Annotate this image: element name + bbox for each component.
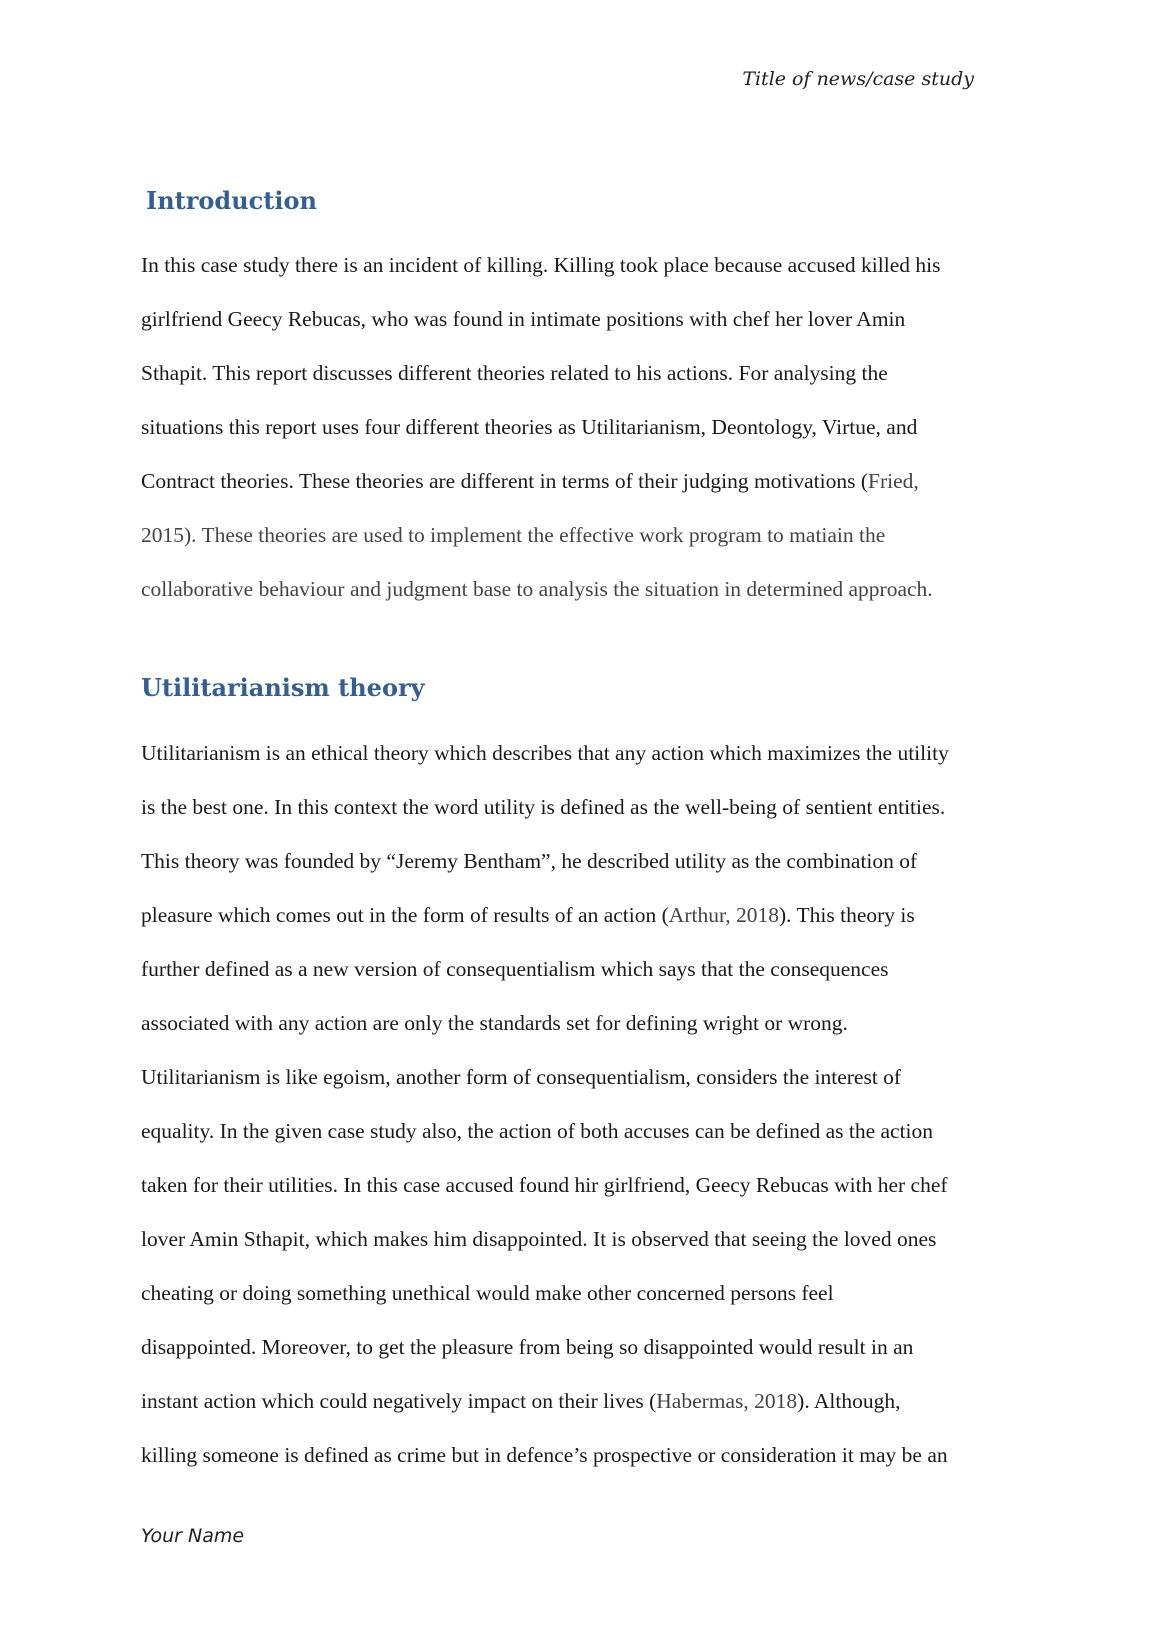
text-line: cheating or doing something unethical would make other concerned persons feel	[141, 1281, 834, 1305]
text-line: Utilitarianism is like egoism, another form of consequentialism, considers the interest of	[141, 1065, 902, 1089]
section-heading-introduction: Introduction	[146, 186, 317, 215]
text-line: 2015). These theories are used to implement the effective work program to matiain the	[141, 523, 886, 547]
page-footer: Your Name	[141, 1525, 245, 1547]
text-line: In this case study there is an incident of killing. Killing took place because accused killed his	[141, 253, 941, 277]
text-line: associated with any action are only the standards set for defining wright or wrong.	[141, 1011, 848, 1035]
text-line: situations this report uses four different theories as Utilitarianism, Deontology, Virtue, and	[141, 415, 918, 439]
text-line: taken for their utilities. In this case accused found hir girlfriend, Geecy Rebucas with her chef	[141, 1173, 948, 1197]
text-line: Contract theories. These theories are different in terms of their judging motivations (Fried,	[141, 469, 919, 493]
text-line: disappointed. Moreover, to get the pleasure from being so disappointed would result in an	[141, 1335, 914, 1359]
page-header: Title of news/case study	[742, 68, 974, 90]
text-line: killing someone is defined as crime but in defence’s prospective or consideration it may be an	[141, 1443, 948, 1467]
text-line: further defined as a new version of consequentialism which says that the consequences	[141, 957, 889, 981]
text-line: Sthapit. This report discusses different theories related to his actions. For analysing the	[141, 361, 888, 385]
text-line: equality. In the given case study also, the action of both accuses can be defined as the action	[141, 1119, 934, 1143]
text-line: pleasure which comes out in the form of results of an action (Arthur, 2018). This theory is	[141, 903, 915, 927]
text-line: collaborative behaviour and judgment base to analysis the situation in determined approach.	[141, 577, 933, 601]
utilitarianism-paragraph	[141, 726, 1031, 1482]
citation: Habermas, 2018	[656, 1389, 798, 1413]
text-line: is the best one. In this context the word utility is defined as the well-being of sentient entities.	[141, 795, 946, 819]
section-heading-utilitarianism: Utilitarianism theory	[141, 673, 425, 702]
text-line: lover Amin Sthapit, which makes him disappointed. It is observed that seeing the loved ones	[141, 1227, 937, 1251]
citation: Fried,	[868, 469, 919, 493]
text-line: instant action which could negatively impact on their lives (Habermas, 2018). Although,	[141, 1389, 901, 1413]
citation: Arthur, 2018	[668, 903, 780, 927]
text-line: Utilitarianism is an ethical theory which describes that any action which maximizes the utility	[141, 741, 949, 765]
text-line: girlfriend Geecy Rebucas, who was found in intimate positions with chef her lover Amin	[141, 307, 906, 331]
introduction-paragraph	[141, 238, 1031, 616]
text-line: This theory was founded by “Jeremy Bentham”, he described utility as the combination of	[141, 849, 918, 873]
